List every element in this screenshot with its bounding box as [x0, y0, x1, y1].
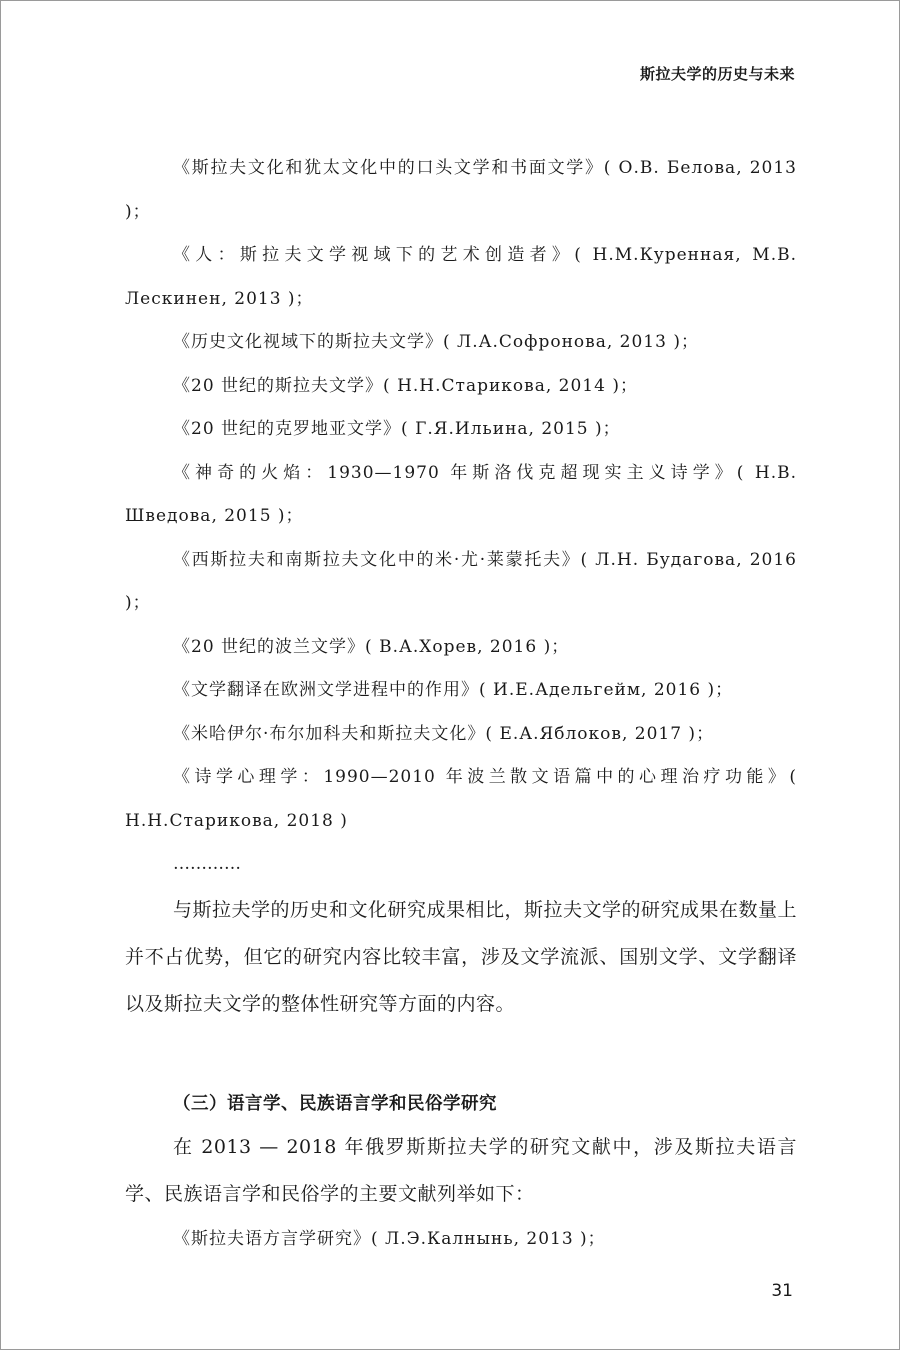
reference-item: 《人：斯拉夫文学视域下的艺术创造者》( Н.М.Куренная, М.В. Лескинен, 2013 )；: [125, 245, 797, 309]
reference-item: 《历史文化视域下的斯拉夫文学》( Л.А.Софронова, 2013 )；: [173, 332, 699, 352]
running-header: 斯拉夫学的历史与未来: [639, 65, 795, 83]
reference-item: 《神奇的火焰：1930—1970 年斯洛伐克超现实主义诗学》( Н.В. Шведова, 2015 )；: [125, 462, 797, 526]
page-body: [125, 147, 797, 1261]
reference-item: 《西斯拉夫和南斯拉夫文化中的米·尤·莱蒙托夫》( Л.Н. Будагова, 2016 )；: [125, 549, 797, 613]
reference-list-linguistics: [125, 1218, 797, 1262]
list-ellipsis: …………: [173, 854, 241, 874]
body-paragraph: 与斯拉夫学的历史和文化研究成果相比，斯拉夫文学的研究成果在数量上并不占优势，但它的研究内容比较丰富，涉及文学流派、国别文学、文学翻译以及斯拉夫文学的整体性研究等方面的内容。: [125, 898, 798, 1015]
reference-item: 《20 世纪的斯拉夫文学》( Н.Н.Старикова, 2014 )；: [173, 375, 638, 396]
reference-item: 《斯拉夫语方言学研究》( Л.Э.Калнынь, 2013 )；: [173, 1228, 606, 1249]
reference-item: 《斯拉夫文化和犹太文化中的口头文学和书面文学》( О.В. Белова, 2013 )；: [125, 158, 797, 222]
body-paragraph: 在 2013 — 2018 年俄罗斯斯拉夫学的研究文献中，涉及斯拉夫语言学、民族语言学和民俗学的主要文献列举如下：: [125, 1135, 797, 1205]
reference-item: 《诗学心理学：1990—2010 年波兰散文语篇中的心理治疗功能》( Н.Н.Старикова, 2018 ): [125, 767, 797, 831]
reference-list-literature: [125, 147, 797, 887]
reference-item: 《米哈伊尔·布尔加科夫和斯拉夫文化》( Е.А.Яблоков, 2017 )；: [173, 723, 715, 744]
page-number: 31: [771, 1281, 793, 1301]
section-heading: （三）语言学、民族语言学和民俗学研究: [173, 1093, 497, 1114]
reference-item: 《20 世纪的克罗地亚文学》( Г.Я.Ильина, 2015 )；: [173, 419, 621, 439]
reference-item: 《20 世纪的波兰文学》( В.А.Хорев, 2016 )；: [173, 636, 570, 657]
reference-item: 《文学翻译在欧洲文学进程中的作用》( И.Е.Адельгейм, 2016 )；: [173, 680, 734, 700]
